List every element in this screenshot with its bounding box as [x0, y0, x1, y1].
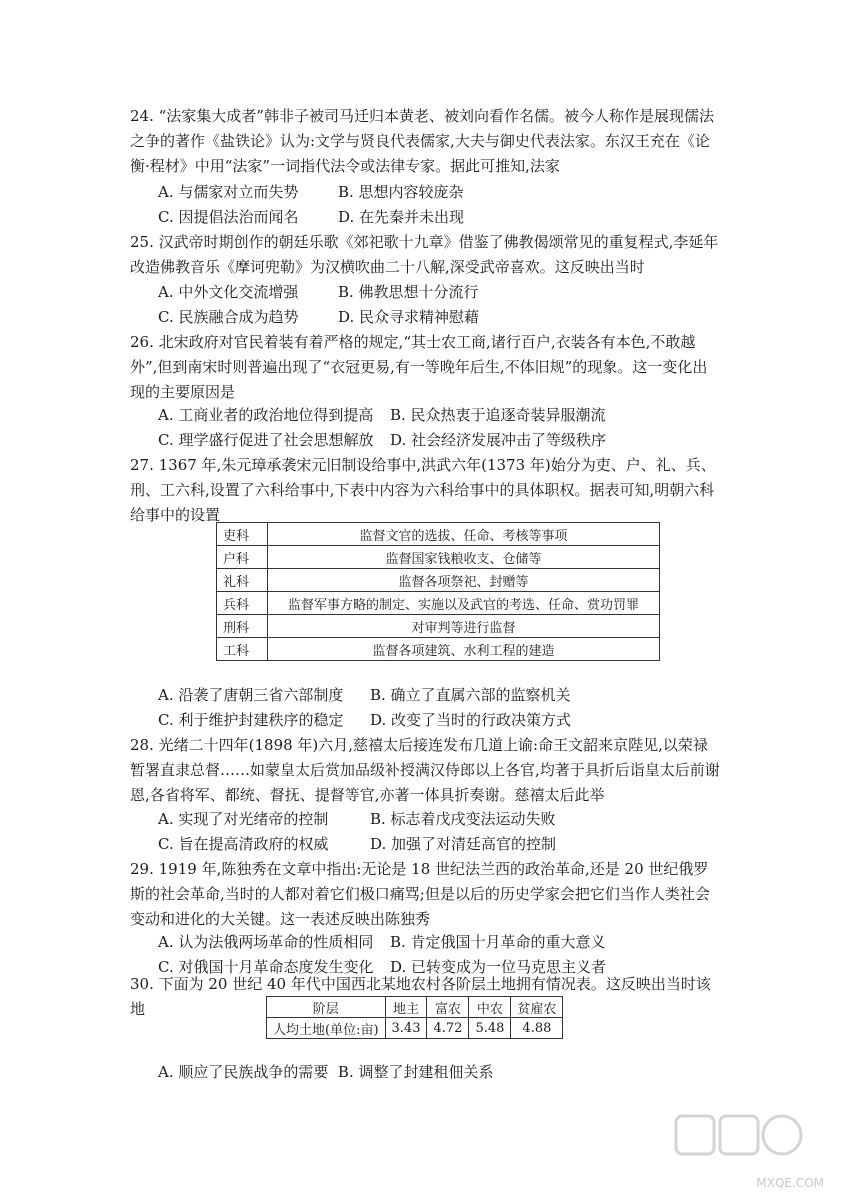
table-cell-dept: 吏科	[217, 523, 268, 546]
question-27-table	[216, 522, 660, 661]
question-26-option-b: B. 民众热衷于追逐奇装异服潮流	[390, 406, 606, 424]
question-24-options-row-2	[158, 205, 464, 230]
table-row	[217, 638, 660, 661]
table-cell-duty: 监督国家钱粮收支、仓储等	[268, 546, 660, 569]
question-25-option-b: B. 佛教思想十分流行	[338, 283, 479, 301]
question-26-option-d: D. 社会经济发展冲击了等级秩序	[390, 431, 607, 449]
question-29-options-row-1	[158, 930, 606, 955]
table-row	[267, 1018, 563, 1039]
question-24-option-d: D. 在先秦并未出现	[338, 208, 465, 226]
question-25-options-row-1	[158, 280, 479, 305]
question-24	[130, 104, 720, 179]
table-cell-duty: 监督各项祭祀、封赠等	[268, 569, 660, 592]
question-28-option-a: A. 实现了对光绪帝的控制	[158, 810, 329, 828]
question-28-options-row-1	[158, 807, 556, 832]
table-cell-dept: 兵科	[217, 592, 268, 615]
table-header-cell: 中农	[469, 997, 511, 1018]
table-header-cell: 阶层	[267, 997, 386, 1018]
table-row	[217, 592, 660, 615]
question-28	[130, 733, 720, 808]
question-27-stem: 27. 1367 年,朱元璋承袭宋元旧制设给事中,洪武六年(1373 年)始分为吏、户、礼、兵、刑、工六科,设置了六科给事中,下表中内容为六科给事中的具体职权。据表可知,明朝六科给事中的设置	[130, 456, 716, 524]
question-26-option-c: C. 理学盛行促进了社会思想解放	[158, 431, 374, 449]
question-24-options-row-1	[158, 180, 464, 205]
table-cell-duty: 对审判等进行监督	[268, 615, 660, 638]
question-25	[130, 230, 720, 280]
question-26-option-a: A. 工商业者的政治地位得到提高	[158, 406, 374, 424]
table-cell-duty: 监督各项建筑、水利工程的建造	[268, 638, 660, 661]
question-29-option-c: C. 对俄国十月革命态度发生变化	[158, 958, 374, 976]
table-cell-dept: 礼科	[217, 569, 268, 592]
question-29	[130, 857, 720, 932]
question-26-stem: 26. 北宋政府对官民着装有着严格的规定,“其士农工商,诸行百户,衣装各有本色,不敢越外”,但到南宋时则普遍出现了“衣冠更易,有一等晚年后生,不体旧规”的现象。这一变化出现的主要原因是	[130, 333, 708, 401]
question-29-option-a: A. 认为法俄两场革命的性质相同	[158, 933, 374, 951]
table-cell-dept: 户科	[217, 546, 268, 569]
question-25-option-d: D. 民众寻求精神慰藉	[338, 308, 480, 326]
table-header-cell: 地主	[385, 997, 427, 1018]
table-row	[217, 546, 660, 569]
question-29-option-b: B. 肯定俄国十月革命的重大意义	[390, 933, 606, 951]
question-30-options-row-1	[158, 1060, 493, 1085]
table-cell-duty: 监督军事方略的制定、实施以及武官的考选、任命、赏功罚罪	[268, 592, 660, 615]
question-27-option-b: B. 确立了直属六部的监察机关	[370, 686, 571, 704]
question-28-stem: 28. 光绪二十四年(1898 年)六月,慈禧太后接连发布几道上谕:命王文韶来京陛见,以荣禄暂署直隶总督……如蒙皇太后赏加品级补授满汉侍郎以上各官,均著于具折后诣皇太后前谢恩,各省将军、都统、督抚、提督等官,亦著一体具折奏谢。慈禧太后此举	[130, 736, 720, 804]
question-28-options-row-2	[158, 832, 556, 857]
table-cell: 3.43	[385, 1018, 427, 1039]
question-27	[130, 453, 720, 528]
question-28-option-b: B. 标志着戊戌变法运动失败	[370, 810, 556, 828]
question-27-option-a: A. 沿袭了唐朝三省六部制度	[158, 686, 344, 704]
question-27-option-d: D. 改变了当时的行政决策方式	[370, 711, 572, 729]
question-25-options-row-2	[158, 305, 479, 330]
table-row	[217, 569, 660, 592]
question-25-option-c: C. 民族融合成为趋势	[158, 308, 299, 326]
table-cell: 5.48	[469, 1018, 511, 1039]
question-30-table	[266, 996, 563, 1039]
question-24-option-a: A. 与儒家对立而失势	[158, 183, 299, 201]
question-24-option-c: C. 因提倡法治而闻名	[158, 208, 299, 226]
table-cell-dept: 刑科	[217, 615, 268, 638]
table-cell-dept: 工科	[217, 638, 268, 661]
watermark-site-text: MXQE.COM	[756, 1176, 824, 1190]
question-30-stem: 30. 下面为 20 世纪 40 年代中国西北某地农村各阶层土地拥有情况表。这反映出当时该地	[130, 975, 711, 1018]
question-27-options-row-1	[158, 683, 571, 708]
question-27-options-row-2	[158, 708, 571, 733]
question-25-stem: 25. 汉武帝时期创作的朝廷乐歌《郊祀歌十九章》借鉴了佛教偈颂常见的重复程式,李延年改造佛教音乐《摩诃兜勒》为汉横吹曲二十八解,深受武帝喜欢。这反映出当时	[130, 233, 719, 276]
watermark-logo-icon	[674, 1110, 804, 1160]
table-row	[217, 523, 660, 546]
question-26-options-row-2	[158, 428, 606, 453]
question-29-option-d: D. 已转变成为一位马克思主义者	[390, 958, 607, 976]
question-26	[130, 330, 720, 405]
question-30-option-a: A. 顺应了民族战争的需要	[158, 1063, 329, 1081]
table-cell-duty: 监督文官的选拔、任命、考核等事项	[268, 523, 660, 546]
question-25-option-a: A. 中外文化交流增强	[158, 283, 299, 301]
table-row	[217, 615, 660, 638]
question-30-option-b: B. 调整了封建租佃关系	[337, 1063, 494, 1081]
table-cell: 4.72	[427, 1018, 469, 1039]
table-cell: 4.88	[511, 1018, 563, 1039]
question-24-stem: 24. “法家集大成者”韩非子被司马迁归本黄老、被刘向看作名儒。被今人称作是展现儒法之争的著作《盐铁论》认为:文学与贤良代表儒家,大夫与御史代表法家。东汉王充在《论衡·程材》中用“法家”一词指代法令或法律专家。据此可推知,法家	[130, 107, 714, 175]
question-27-option-c: C. 利于维护封建秩序的稳定	[158, 711, 344, 729]
question-29-stem: 29. 1919 年,陈独秀在文章中指出:无论是 18 世纪法兰西的政治革命,还是 20 世纪俄罗斯的社会革命,当时的人都对着它们极口痛骂;但是以后的历史学家会把它们当作人类社会变动和进化的大关键。这一表述反映出陈独秀	[130, 860, 710, 928]
table-header-row	[267, 997, 563, 1018]
table-header-cell: 富农	[427, 997, 469, 1018]
question-26-options-row-1	[158, 403, 606, 428]
question-28-option-c: C. 旨在提高清政府的权威	[158, 835, 329, 853]
question-24-option-b: B. 思想内容较庞杂	[338, 183, 464, 201]
table-header-cell: 贫雇农	[511, 997, 563, 1018]
question-28-option-d: D. 加强了对清廷高官的控制	[370, 835, 557, 853]
table-cell: 人均土地(单位:亩)	[267, 1018, 386, 1039]
